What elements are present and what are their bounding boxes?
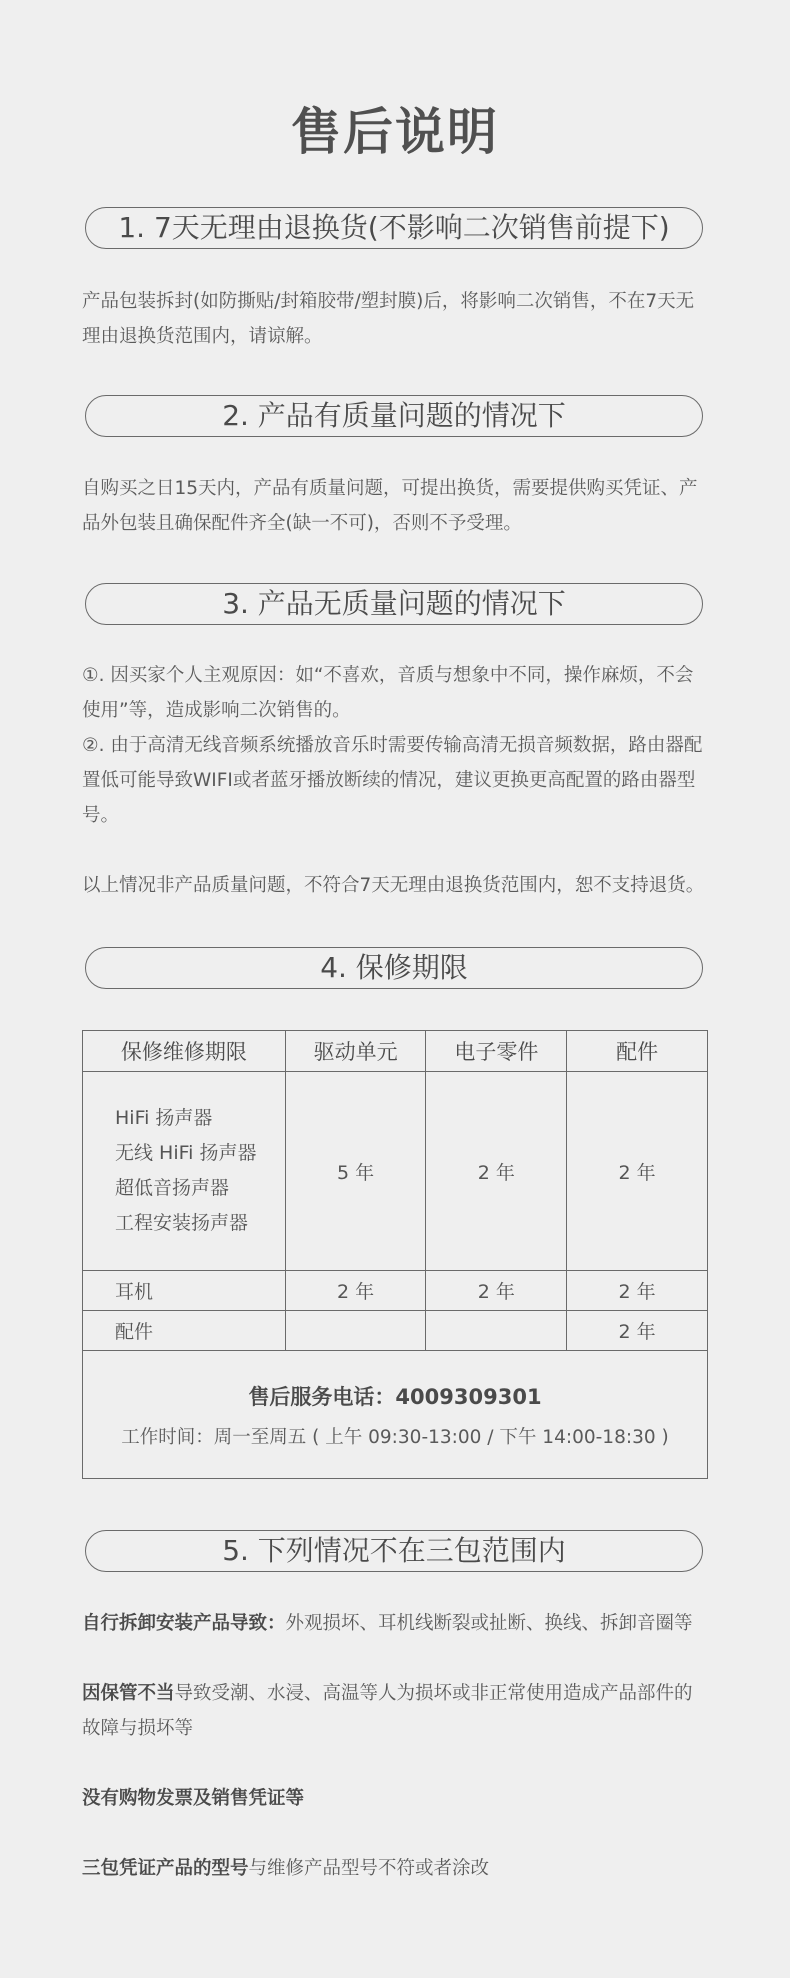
service-cell <box>83 1351 708 1479</box>
exclusion-4-bold: 三包凭证产品的型号 <box>82 1858 249 1879</box>
speaker-type: 超低音扬声器 <box>115 1177 230 1199</box>
exclusion-3-bold: 没有购物发票及销售凭证等 <box>82 1788 305 1809</box>
section-5-heading: 5. 下列情况不在三包范围内 <box>85 1530 703 1572</box>
speaker-type: HiFi 扬声器 <box>115 1107 213 1129</box>
section-1-body <box>82 284 710 354</box>
header-electronic-parts: 电子零件 <box>426 1031 567 1072</box>
speaker-accessory-years: 2 年 <box>567 1072 708 1271</box>
headphone-electronic-years: 2 年 <box>426 1271 567 1311</box>
section-2-body <box>82 471 710 541</box>
service-hours: 工作时间：周一至周五 ( 上午 09:30-13:00 / 下午 14:00-18:30 ) <box>121 1426 669 1448</box>
speaker-types-cell <box>83 1072 286 1271</box>
accessory-electronic-years <box>426 1311 567 1351</box>
accessory-label: 配件 <box>83 1311 286 1351</box>
warranty-header-row <box>83 1031 708 1072</box>
header-driver-unit: 驱动单元 <box>285 1031 426 1072</box>
section-1-paragraph: 产品包装拆封(如防撕贴/封箱胶带/塑封膜)后，将影响二次销售，不在7天无理由退换货范围内，请谅解。 <box>82 291 695 347</box>
exclusion-1 <box>82 1606 710 1641</box>
speaker-type: 无线 HiFi 扬声器 <box>115 1142 257 1164</box>
section-4-heading: 4. 保修期限 <box>85 947 703 989</box>
speaker-type: 工程安装扬声器 <box>115 1212 249 1234</box>
section-3-item-2: ②. 由于高清无线音频系统播放音乐时需要传输高清无损音频数据，路由器配置低可能导致WIFI或者蓝牙播放断续的情况，建议更换更高配置的路由器型号。 <box>82 735 703 826</box>
section-3-heading: 3. 产品无质量问题的情况下 <box>85 583 703 625</box>
headphone-accessory-years: 2 年 <box>567 1271 708 1311</box>
speaker-electronic-years: 2 年 <box>426 1072 567 1271</box>
exclusion-3 <box>82 1781 710 1816</box>
service-row <box>83 1351 708 1479</box>
section-3-note: 以上情况非产品质量问题，不符合7天无理由退换货范围内，恕不支持退货。 <box>82 875 705 896</box>
section-1-heading: 1. 7天无理由退换货(不影响二次销售前提下) <box>85 207 703 249</box>
exclusion-4-text: 与维修产品型号不符或者涂改 <box>248 1858 490 1879</box>
service-phone: 售后服务电话：4009309301 <box>248 1384 542 1409</box>
headphone-row <box>83 1271 708 1311</box>
exclusion-4 <box>82 1851 710 1886</box>
accessory-accessory-years: 2 年 <box>567 1311 708 1351</box>
exclusion-1-bold: 自行拆卸安装产品导致： <box>82 1613 286 1634</box>
headphone-label: 耳机 <box>83 1271 286 1311</box>
section-3-item-1: ①. 因买家个人主观原因：如“不喜欢，音质与想象中不同，操作麻烦，不会使用”等，造成影响二次销售的。 <box>82 665 694 721</box>
section-2-heading: 2. 产品有质量问题的情况下 <box>85 395 703 437</box>
accessory-row <box>83 1311 708 1351</box>
exclusion-2-text: 导致受潮、水浸、高温等人为损坏或非正常使用造成产品部件的故障与损坏等 <box>82 1683 693 1739</box>
section-3-body <box>82 658 710 903</box>
warranty-table <box>82 1030 708 1479</box>
exclusion-2-bold: 因保管不当 <box>82 1683 175 1704</box>
speaker-row <box>83 1072 708 1271</box>
header-warranty-period: 保修维修期限 <box>83 1031 286 1072</box>
header-accessories: 配件 <box>567 1031 708 1072</box>
speaker-driver-years: 5 年 <box>285 1072 426 1271</box>
exclusion-2 <box>82 1676 710 1746</box>
page-title: 售后说明 <box>291 103 499 161</box>
headphone-driver-years: 2 年 <box>285 1271 426 1311</box>
exclusion-1-text: 外观损坏、耳机线断裂或扯断、换线、拆卸音圈等 <box>285 1613 693 1634</box>
accessory-driver-years <box>285 1311 426 1351</box>
section-2-paragraph: 自购买之日15天内，产品有质量问题，可提出换货，需要提供购买凭证、产品外包装且确保配件齐全(缺一不可)，否则不予受理。 <box>82 478 698 534</box>
